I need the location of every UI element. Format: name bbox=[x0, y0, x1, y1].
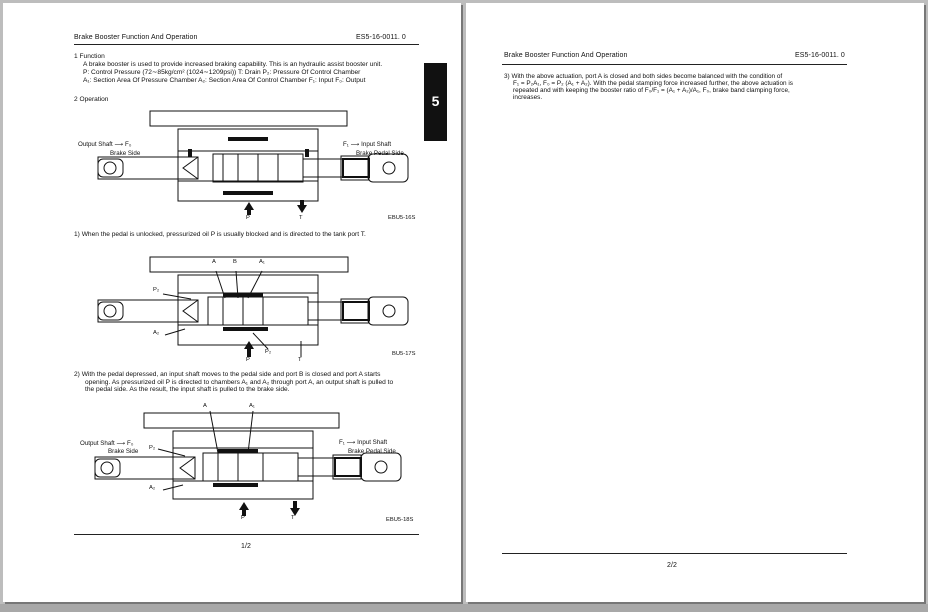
para-3: 3) With the above actuation, port A is closed and both sides become balanced with the condition of F₁ = P₂A₁, F₀ = P₂ (A₁ + A₂). With the pedal stamping force increased further, the above actuation is repeated and with keeping the booster ratio of F₀/F₁ = (A₁ + A₂)/A₁, F₀, brake band clamping force, increases. bbox=[504, 73, 793, 101]
fig2-t-label: T bbox=[298, 357, 302, 363]
section1-title: 1 Function bbox=[74, 53, 105, 60]
header-rule bbox=[74, 44, 419, 45]
fig3-p-label: P bbox=[241, 515, 245, 521]
para-2: 2) With the pedal depressed, an input shaft moves to the pedal side and port B is closed and port A starts opening. As pressurized oil P is directed to chambers A₁ and A₂ through port A, an output shaft is pulled to the pedal side. As the result, the input shaft is pulled to the brake side. bbox=[74, 371, 394, 393]
input-shaft bbox=[303, 159, 368, 177]
fig1-code: EBU5-16S bbox=[388, 215, 416, 221]
fig3-p2-label: P₂ bbox=[149, 445, 156, 451]
mounting-plate bbox=[150, 257, 348, 272]
footer-rule bbox=[74, 534, 419, 535]
fig2-code: BU5-17S bbox=[392, 351, 416, 357]
page-number: 1/2 bbox=[241, 543, 252, 550]
chapter-tab: 5 bbox=[424, 63, 447, 141]
mounting-plate bbox=[144, 413, 339, 428]
header-rule bbox=[502, 64, 847, 65]
fig2-p-label: P bbox=[246, 357, 250, 363]
fig3-input-label: F₁ ⟶ Input Shaft bbox=[339, 439, 388, 446]
para-1: 1) When the pedal is unlocked, pressurized oil P is usually blocked and is directed to the tank port T. bbox=[74, 231, 366, 238]
header-code: ES5-16-0011. 0 bbox=[795, 52, 845, 59]
fig1-input-label: F₁ ⟶ Input Shaft bbox=[343, 141, 392, 148]
fig2-a-label: A bbox=[212, 259, 216, 265]
section2-title: 2 Operation bbox=[74, 96, 109, 103]
header-code: ES5-16-0011. 0 bbox=[356, 34, 406, 41]
booster-diagram-1 bbox=[73, 109, 423, 227]
fig1-t-label: T bbox=[299, 215, 303, 221]
document-page-2 bbox=[466, 3, 924, 602]
booster-diagram-3 bbox=[73, 401, 423, 519]
fig2-p2-label: P₂ bbox=[153, 287, 160, 293]
fig3-code: EBU5-18S bbox=[386, 517, 414, 523]
booster-diagram-2 bbox=[73, 253, 423, 363]
output-eye bbox=[104, 162, 116, 174]
fig3-a-label: A bbox=[203, 403, 207, 409]
fig2-b-label: B bbox=[233, 259, 237, 265]
input-shaft bbox=[298, 458, 360, 476]
fig3-a1-label: A₁ bbox=[249, 403, 255, 409]
page-number: 2/2 bbox=[667, 562, 678, 569]
header-title: Brake Booster Function And Operation bbox=[504, 52, 628, 59]
document-page-1 bbox=[3, 3, 461, 602]
fig2-p2-lower: P₂ bbox=[265, 349, 272, 355]
mounting-plate bbox=[150, 111, 347, 126]
fig2-a1-label: A₁ bbox=[259, 259, 265, 265]
section1-line-3: A₁: Section Area Of Pressure Chamber A₂: Section Area Of Control Chamber F₁: Input F₀: Output bbox=[83, 77, 366, 84]
fig1-output-label: Output Shaft ⟶ F₀ bbox=[78, 141, 132, 148]
viewer-bottom-bar bbox=[0, 604, 928, 612]
header-title: Brake Booster Function And Operation bbox=[74, 34, 198, 41]
fig2-a2-label: A₂ bbox=[153, 330, 160, 336]
fig3-brake-side: Brake Side bbox=[108, 448, 139, 455]
fig3-output-label: Output Shaft ⟶ F₀ bbox=[80, 440, 134, 447]
section1-line-1: A brake booster is used to provide increased braking capability. This is an hydraulic assist booster unit. bbox=[83, 61, 383, 68]
fig1-pedal-side: Brake Pedal Side bbox=[356, 150, 404, 157]
fig1-p-label: P bbox=[246, 215, 250, 221]
section1-line-2: P: Control Pressure (72∼85kg/cm² (1024∼1209psi)) T: Drain P₂: Pressure Of Control Chamber bbox=[83, 69, 361, 76]
input-eye bbox=[383, 162, 395, 174]
fig3-a2-label: A₂ bbox=[149, 485, 156, 491]
fig3-pedal-side: Brake Pedal Side bbox=[348, 448, 396, 455]
footer-rule bbox=[502, 553, 847, 554]
fig3-t-label: T bbox=[291, 515, 295, 521]
input-shaft bbox=[308, 302, 368, 320]
fig1-brake-side: Brake Side bbox=[110, 150, 141, 157]
